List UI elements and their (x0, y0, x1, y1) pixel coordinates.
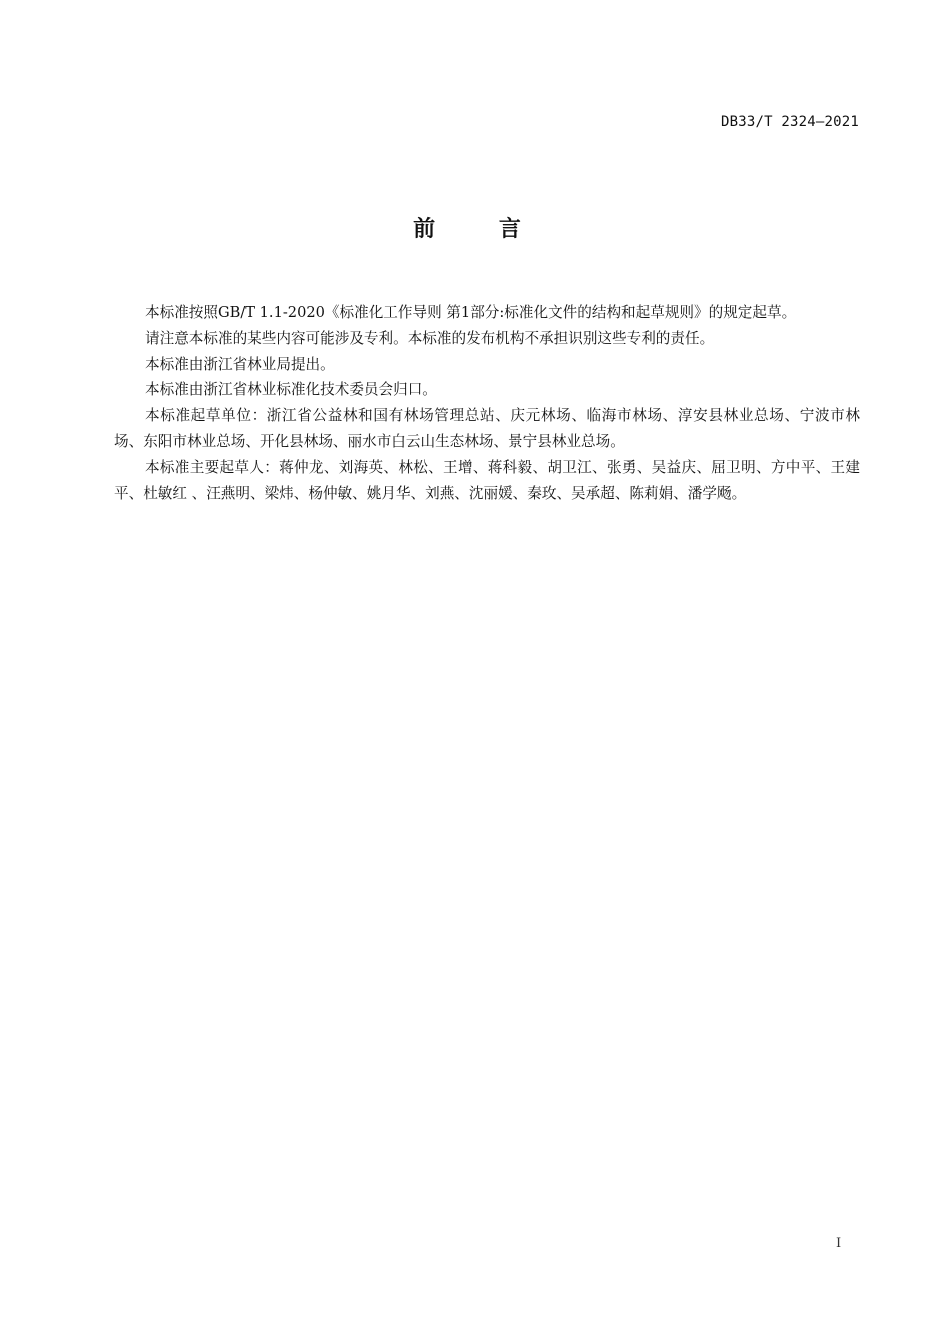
paragraph-drafting-rules: 本标准按照GB/T 1.1-2020《标准化工作导则 第1部分:标准化文件的结构和起草规则》的规定起草。 (145, 304, 797, 321)
paragraph-main-drafters: 本标准主要起草人：蒋仲龙、刘海英、林松、王增、蒋科毅、胡卫江、张勇、吴益庆、屈卫明、方中平、王建平、杜敏红 、汪燕明、梁炜、杨仲敏、姚月华、刘燕、沈丽媛、秦玫、吴承超、陈莉娟、潘学飏。 (114, 458, 860, 502)
paragraph-under-jurisdiction: 本标准由浙江省林业标准化技术委员会归口。 (145, 381, 437, 399)
paragraph-patent-notice: 请注意本标准的某些内容可能涉及专利。本标准的发布机构不承担识别这些专利的责任。 (145, 329, 715, 347)
foreword-body (114, 300, 860, 506)
section-title-foreword: 前 言 (413, 217, 549, 242)
page-number: I (836, 1236, 842, 1251)
standard-code-header: DB33/T 2324—2021 (720, 114, 859, 130)
paragraph-drafting-units: 本标准起草单位：浙江省公益林和国有林场管理总站、庆元林场、临海市林场、淳安县林业总场、宁波市林场、东阳市林业总场、开化县林场、丽水市白云山生态林场、景宁县林业总场。 (114, 407, 860, 450)
paragraph-proposed-by: 本标准由浙江省林业局提出。 (145, 355, 335, 373)
